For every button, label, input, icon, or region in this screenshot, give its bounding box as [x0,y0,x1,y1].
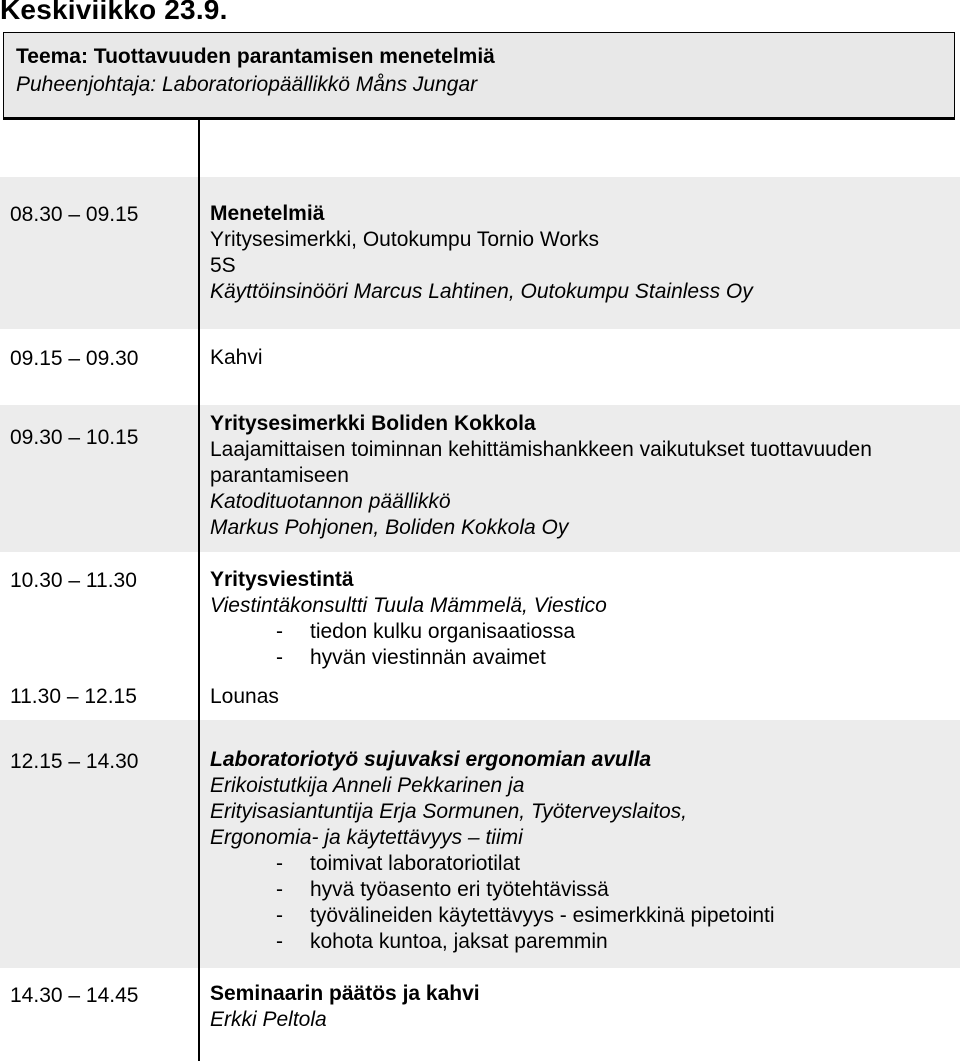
theme-box [3,32,955,120]
session-heading: Kahvi [210,346,263,369]
session-time: 11.30 – 12.15 [10,685,137,708]
session-speaker: Käyttöinsinööri Marcus Lahtinen, Outokumpu Stainless Oy [210,280,753,303]
column-divider [198,120,200,1061]
session-time: 09.15 – 09.30 [10,347,139,370]
session-content [210,747,775,955]
bullet-item: - työvälineiden käytettävyys - esimerkkinä pipetointi [276,904,775,927]
session-speaker: Markus Pohjonen, Boliden Kokkola Oy [210,516,569,539]
bullet-item: - toimivat laboratoriotilat [276,852,521,875]
session-speaker: Erkki Peltola [210,1008,327,1031]
session-time: 10.30 – 11.30 [10,569,137,592]
session-text: parantamiseen [210,464,349,487]
session-heading: Seminaarin päätös ja kahvi [210,982,480,1005]
bullet-item: - kohota kuntoa, jaksat paremmin [276,930,608,953]
session-speaker: Erikoistutkija Anneli Pekkarinen ja [210,774,525,797]
session-time: 08.30 – 09.15 [10,203,139,226]
chairperson: Puheenjohtaja: Laboratoriopäällikkö Måns Jungar [16,73,478,96]
session-text: 5S [210,254,236,277]
session-time: 09.30 – 10.15 [10,426,139,449]
session-team: Ergonomia- ja käytettävyys – tiimi [210,826,523,849]
session-text: Yritysesimerkki, Outokumpu Tornio Works [210,228,600,251]
session-heading: Yritysviestintä [210,568,354,591]
session-heading: Laboratoriotyö sujuvaksi ergonomian avulla [210,748,652,771]
theme-title: Teema: Tuottavuuden parantamisen menetelmiä [16,45,495,68]
session-content [210,684,279,710]
bullet-item: - hyvä työasento eri työtehtävissä [276,878,609,901]
bullet-item: - hyvän viestinnän avaimet [276,646,546,669]
session-text: Laajamittaisen toiminnan kehittämishankkeen vaikutukset tuottavuuden [210,438,872,461]
session-content [210,345,263,371]
session-content [210,981,480,1033]
session-time: 12.15 – 14.30 [10,750,139,773]
page-title: Keskiviikko 23.9. [0,0,228,25]
session-speaker: Viestintäkonsultti Tuula Mämmelä, Viestico [210,594,607,617]
session-content [210,567,607,671]
session-speaker-title: Katodituotannon päällikkö [210,490,451,513]
bullet-item: - tiedon kulku organisaatiossa [276,620,576,643]
session-heading: Yritysesimerkki Boliden Kokkola [210,412,536,435]
session-content [210,201,753,305]
session-heading: Menetelmiä [210,202,325,225]
session-heading: Lounas [210,685,279,708]
session-content [210,411,872,541]
session-speaker: Erityisasiantuntija Erja Sormunen, Työterveyslaitos, [210,800,687,823]
session-time: 14.30 – 14.45 [10,984,139,1007]
